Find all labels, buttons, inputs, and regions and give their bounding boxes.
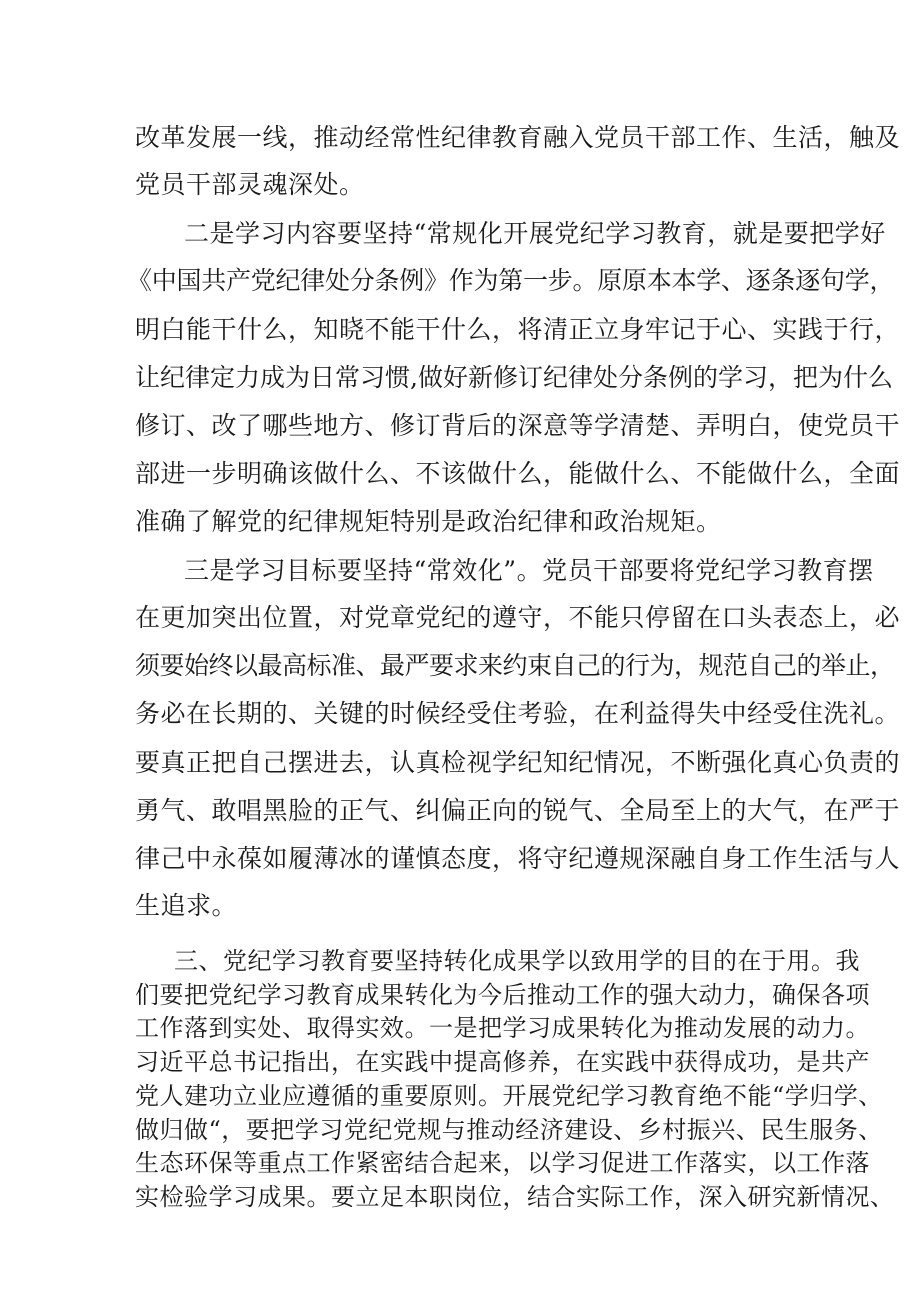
text-line: 让纪律定力成为日常习惯,做好新修订纪律处分条例的学习，把为什么 [135, 363, 893, 392]
text-line: 修订、改了哪些地方、修订背后的深意等学清楚、弄明白，使党员干 [135, 411, 901, 440]
text-line: 在更加突出位置，对党章党纪的遵守，不能只停留在口头表态上，必 [135, 603, 901, 632]
text-line: 习近平总书记指出，在实践中提高修养，在实践中获得成功，是共产 [135, 1048, 870, 1076]
text-line: 三、党纪学习教育要坚持转化成果学以致用学的目的在于用。我 [174, 947, 860, 975]
text-line: 二是学习内容要坚持“常规化开展党纪学习教育，就是要把学好 [184, 219, 886, 248]
text-line: 《中国共产党纪律处分条例》作为第一步。原原本本学、逐条逐句学， [127, 266, 895, 295]
text-line: 明白能干什么，知晓不能干什么，将清正立身牢记于心、实践于行， [135, 315, 901, 344]
text-line: 要真正把自己摆进去，认真检视学纪知纪情况，不断强化真心负责的 [135, 748, 901, 777]
text-line: 部进一步明确该做什么、不该做什么，能做什么、不能做什么，全面 [135, 459, 901, 488]
text-line: 生追求。 [135, 891, 238, 920]
text-line: 工作落到实处、取得实效。一是把学习成果转化为推动发展的动力。 [135, 1014, 870, 1042]
text-line: 改革发展一线，推动经常性纪律教育融入党员干部工作、生活，触及 [135, 123, 901, 152]
text-line: 准确了解党的纪律规矩特别是政治纪律和政治规矩。 [135, 507, 722, 536]
text-line: 做归做“，要把学习党纪党规与推动经济建设、乡村振兴、民生服务、 [135, 1116, 883, 1144]
text-line: 们要把党纪学习教育成果转化为今后推动工作的强大动力，确保各项 [135, 981, 870, 1009]
text-line: 勇气、敢唱黑脸的正气、纠偏正向的锐气、全局至上的大气，在严于 [135, 796, 901, 825]
text-line: 实检验学习成果。要立足本职岗位，结合实际工作，深入研究新情况、 [135, 1183, 895, 1211]
text-line: 须要始终以最高标准、最严要求来约束自己的行为，规范自己的举止， [135, 651, 895, 680]
text-line: 生态环保等重点工作紧密结合起来，以学习促进工作落实，以工作落 [135, 1149, 870, 1177]
text-line: 务必在长期的、关键的时候经受住考验，在利益得失中经受住洗礼。 [135, 699, 901, 728]
text-line: 党员干部灵魂深处。 [135, 170, 365, 199]
text-line: 三是学习目标要坚持“常效化”。党员干部要将党纪学习教育摆 [184, 556, 874, 585]
text-line: 党人建功立业应遵循的重要原则。开展党纪学习教育绝不能“学归学、 [135, 1082, 883, 1110]
text-line: 律己中永葆如履薄冰的谨慎态度，将守纪遵规深融自身工作生活与人 [135, 844, 901, 873]
